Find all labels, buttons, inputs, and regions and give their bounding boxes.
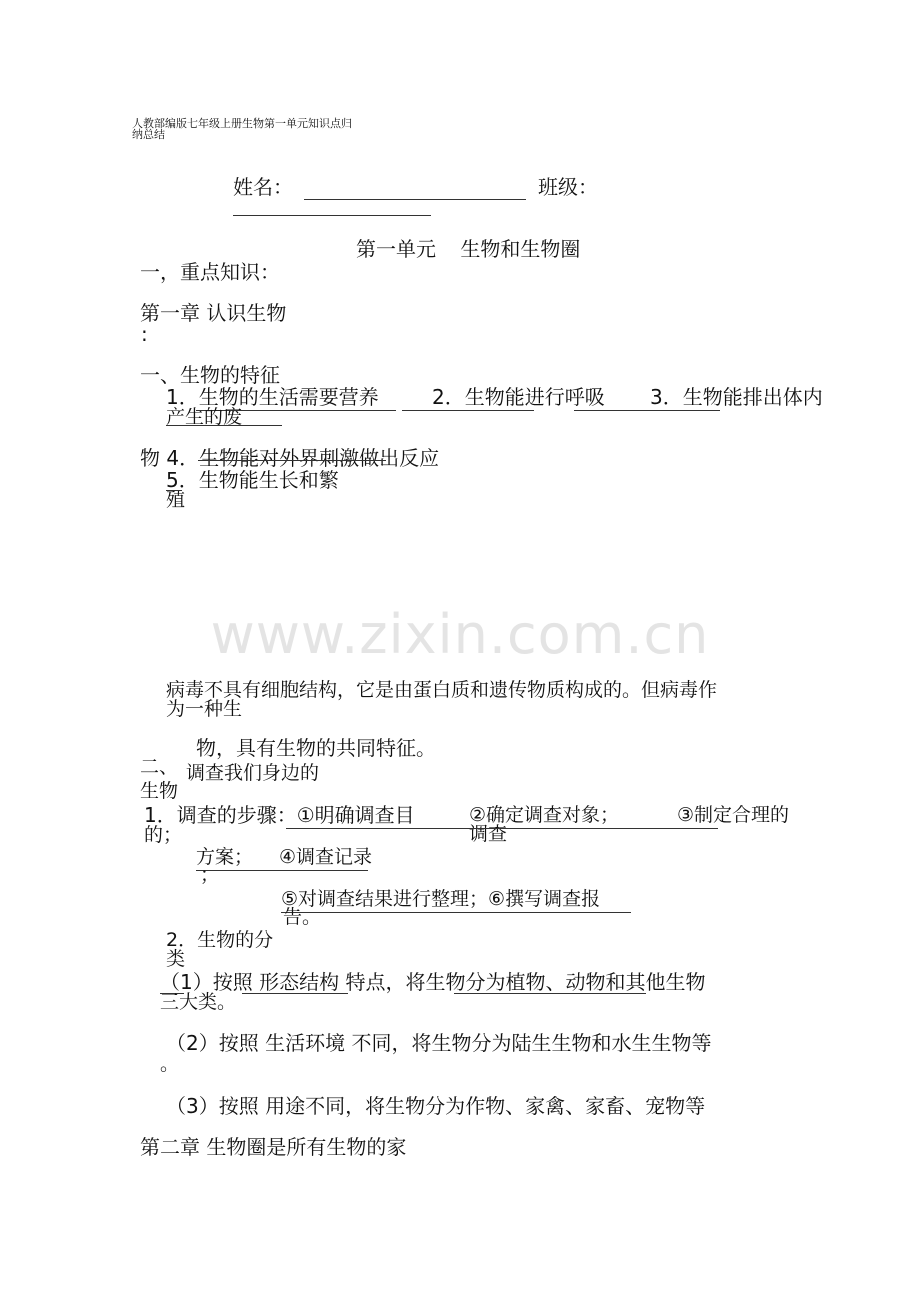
survey-step-4: ④调查记录 <box>279 846 373 868</box>
underline <box>281 912 631 913</box>
feature-item-4: 物 4．生物能对外界刺激做出反应 <box>140 446 440 470</box>
virus-note-line3: 物，具有生物的共同特征。 <box>196 736 436 760</box>
survey-steps-label-cont: 的； <box>144 824 183 846</box>
survey-step-2: ②确定调查对象； <box>469 804 620 826</box>
feature-item-3-cont: 产生的废 <box>166 406 243 428</box>
survey-step-2-cont: 调查 <box>469 823 508 845</box>
classification-item-2-cont: 。 <box>160 1053 180 1075</box>
chapter1-title: 第一章 认识生物 <box>140 301 287 325</box>
survey-step-4-cont: ； <box>200 864 220 886</box>
classification-item-1: （1）按照 形态结构 特点，将生物分为植物、动物和其他生物 <box>160 970 706 994</box>
underline <box>166 490 182 491</box>
class-label: 班级： <box>538 175 598 199</box>
feature-item-2: 2．生物能进行呼吸 <box>432 385 605 409</box>
unit-title: 第一单元 生物和生物圈 <box>356 237 581 261</box>
watermark: www.zixin.com.cn <box>210 603 710 666</box>
doc-header-line2: 纳总结 <box>132 128 165 141</box>
underline <box>242 993 348 994</box>
class-field-line[interactable] <box>233 215 431 216</box>
survey-heading-num: 二、 <box>140 756 179 778</box>
classification-item-2: （2）按照 生活环境 不同，将生物分为陆生生物和水生生物等 <box>166 1031 712 1055</box>
classification-heading: 2．生物的分 <box>166 929 274 951</box>
name-field-line[interactable] <box>304 199 526 200</box>
underline <box>402 410 534 411</box>
survey-heading: 调查我们身边的 <box>186 762 320 784</box>
virus-note-line2: 为一种生 <box>166 698 243 720</box>
survey-steps-label: 1．调查的步骤：①明确调查目 <box>144 803 415 827</box>
feature-item-5: 5．生物能生长和繁 <box>166 468 339 492</box>
features-heading: 一、生物的特征 <box>140 363 280 387</box>
survey-step-5-cont: 告。 <box>283 906 322 928</box>
chapter2-title: 第二章 生物圈是所有生物的家 <box>140 1135 407 1159</box>
underline <box>286 828 718 829</box>
doc-header-line1: 人教部编版七年级上册生物第一单元知识点归 <box>132 117 352 130</box>
underline <box>198 460 386 461</box>
survey-heading-cont: 生物 <box>140 780 179 802</box>
feature-item-3: 3．生物能排出体内 <box>650 385 823 409</box>
feature-item-1: 1．生物的生活需要营养 <box>166 385 379 409</box>
virus-note-line1: 病毒不具有细胞结构，它是由蛋白质和遗传物质构成的。但病毒作 <box>166 679 718 701</box>
classification-item-1-cont: 三大类。 <box>160 991 237 1013</box>
survey-step-5: ⑤对调查结果进行整理；⑥撰写调查报 <box>281 888 601 910</box>
underline <box>454 993 646 994</box>
underline <box>166 425 282 426</box>
underline <box>196 870 368 871</box>
survey-step-3: ③制定合理的 <box>677 804 790 826</box>
underline <box>574 410 720 411</box>
survey-step-3-cont: 方案； <box>196 846 254 868</box>
chapter1-colon: : <box>141 322 148 346</box>
section-key-knowledge: 一，重点知识： <box>140 260 280 284</box>
name-label: 姓名： <box>233 175 293 199</box>
classification-item-3: （3）按照 用途不同，将生物分为作物、家禽、家畜、宠物等 <box>166 1094 706 1118</box>
feature-item-5-cont: 殖 <box>166 489 186 511</box>
classification-heading-cont: 类 <box>166 948 186 970</box>
